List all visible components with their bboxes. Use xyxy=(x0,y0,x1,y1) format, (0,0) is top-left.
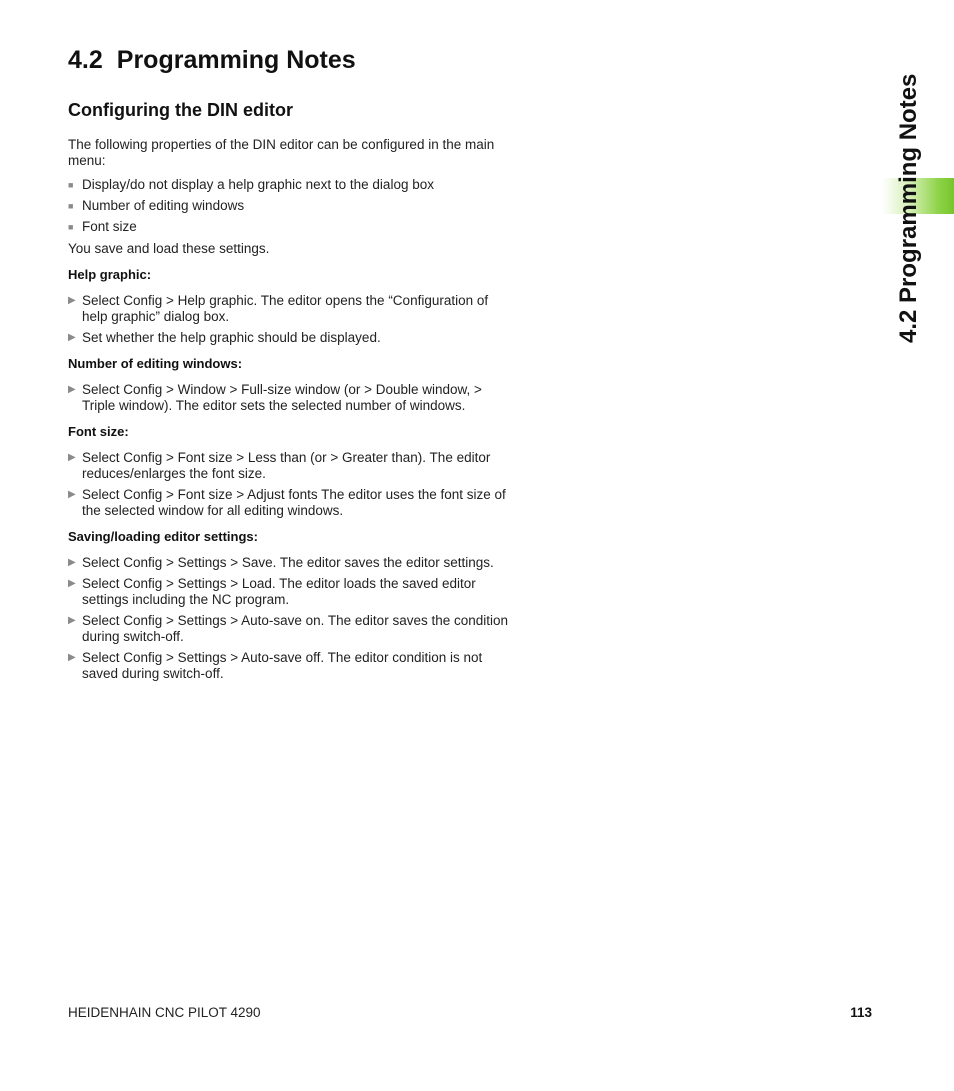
step-item: ▶ Select Config > Settings > Load. The editor loads the saved editor settings including the NC program. xyxy=(68,576,476,607)
font-size-steps xyxy=(68,450,516,519)
step-item: ▶ Select Config > Help graphic. The editor opens the “Configuration of help graphic” dialog box. xyxy=(68,293,489,324)
property-list xyxy=(68,177,516,235)
square-bullet-icon: ■ xyxy=(68,180,74,190)
editing-windows-heading: Number of editing windows: xyxy=(68,356,243,371)
intro-text: The following properties of the DIN editor can be configured in the main menu: xyxy=(68,137,495,168)
step-item: ▶ Select Config > Settings > Auto-save on. The editor saves the condition during switch-off. xyxy=(68,613,509,644)
main-content xyxy=(68,137,516,687)
help-graphic-heading: Help graphic: xyxy=(68,267,152,282)
footer-product: HEIDENHAIN CNC PILOT 4290 xyxy=(68,1005,261,1020)
section-number: 4.2 xyxy=(68,46,103,74)
triangle-right-icon: ▶ xyxy=(68,332,76,343)
step-item: ▶ Select Config > Settings > Auto-save off. The editor condition is not saved during switch-off. xyxy=(68,650,483,681)
section-title xyxy=(68,46,356,75)
step-item: ▶ Select Config > Window > Full-size window (or > Double window, > Triple window). The editor sets the selected number of windows. xyxy=(68,382,482,413)
save-note: You save and load these settings. xyxy=(68,241,270,256)
step-item: ▶ Select Config > Settings > Save. The editor saves the editor settings. xyxy=(68,555,494,570)
step-item: ▶ Select Config > Font size > Adjust fonts The editor uses the font size of the selected window for all editing windows. xyxy=(68,487,506,518)
step-item: ▶ Select Config > Font size > Less than (or > Greater than). The editor reduces/enlarges the font size. xyxy=(68,450,491,481)
font-size-heading: Font size: xyxy=(68,424,129,439)
triangle-right-icon: ▶ xyxy=(68,615,76,626)
triangle-right-icon: ▶ xyxy=(68,489,76,500)
square-bullet-icon: ■ xyxy=(68,222,74,232)
list-item: ■ Font size xyxy=(68,219,137,234)
saving-heading: Saving/loading editor settings: xyxy=(68,529,258,544)
side-section-title: 4.2 Programming Notes xyxy=(895,73,922,343)
triangle-right-icon: ▶ xyxy=(68,384,76,395)
triangle-right-icon: ▶ xyxy=(68,452,76,463)
triangle-right-icon: ▶ xyxy=(68,652,76,663)
help-graphic-steps xyxy=(68,293,516,346)
saving-steps xyxy=(68,555,516,682)
triangle-right-icon: ▶ xyxy=(68,578,76,589)
subsection-title: Configuring the DIN editor xyxy=(68,100,293,120)
list-item: ■ Display/do not display a help graphic next to the dialog box xyxy=(68,177,434,192)
page-number: 113 xyxy=(850,1005,872,1020)
step-item: ▶ Set whether the help graphic should be displayed. xyxy=(68,330,381,345)
triangle-right-icon: ▶ xyxy=(68,295,76,306)
square-bullet-icon: ■ xyxy=(68,201,74,211)
triangle-right-icon: ▶ xyxy=(68,557,76,568)
editing-windows-steps xyxy=(68,382,516,414)
list-item: ■ Number of editing windows xyxy=(68,198,245,213)
section-name: Programming Notes xyxy=(116,46,356,74)
